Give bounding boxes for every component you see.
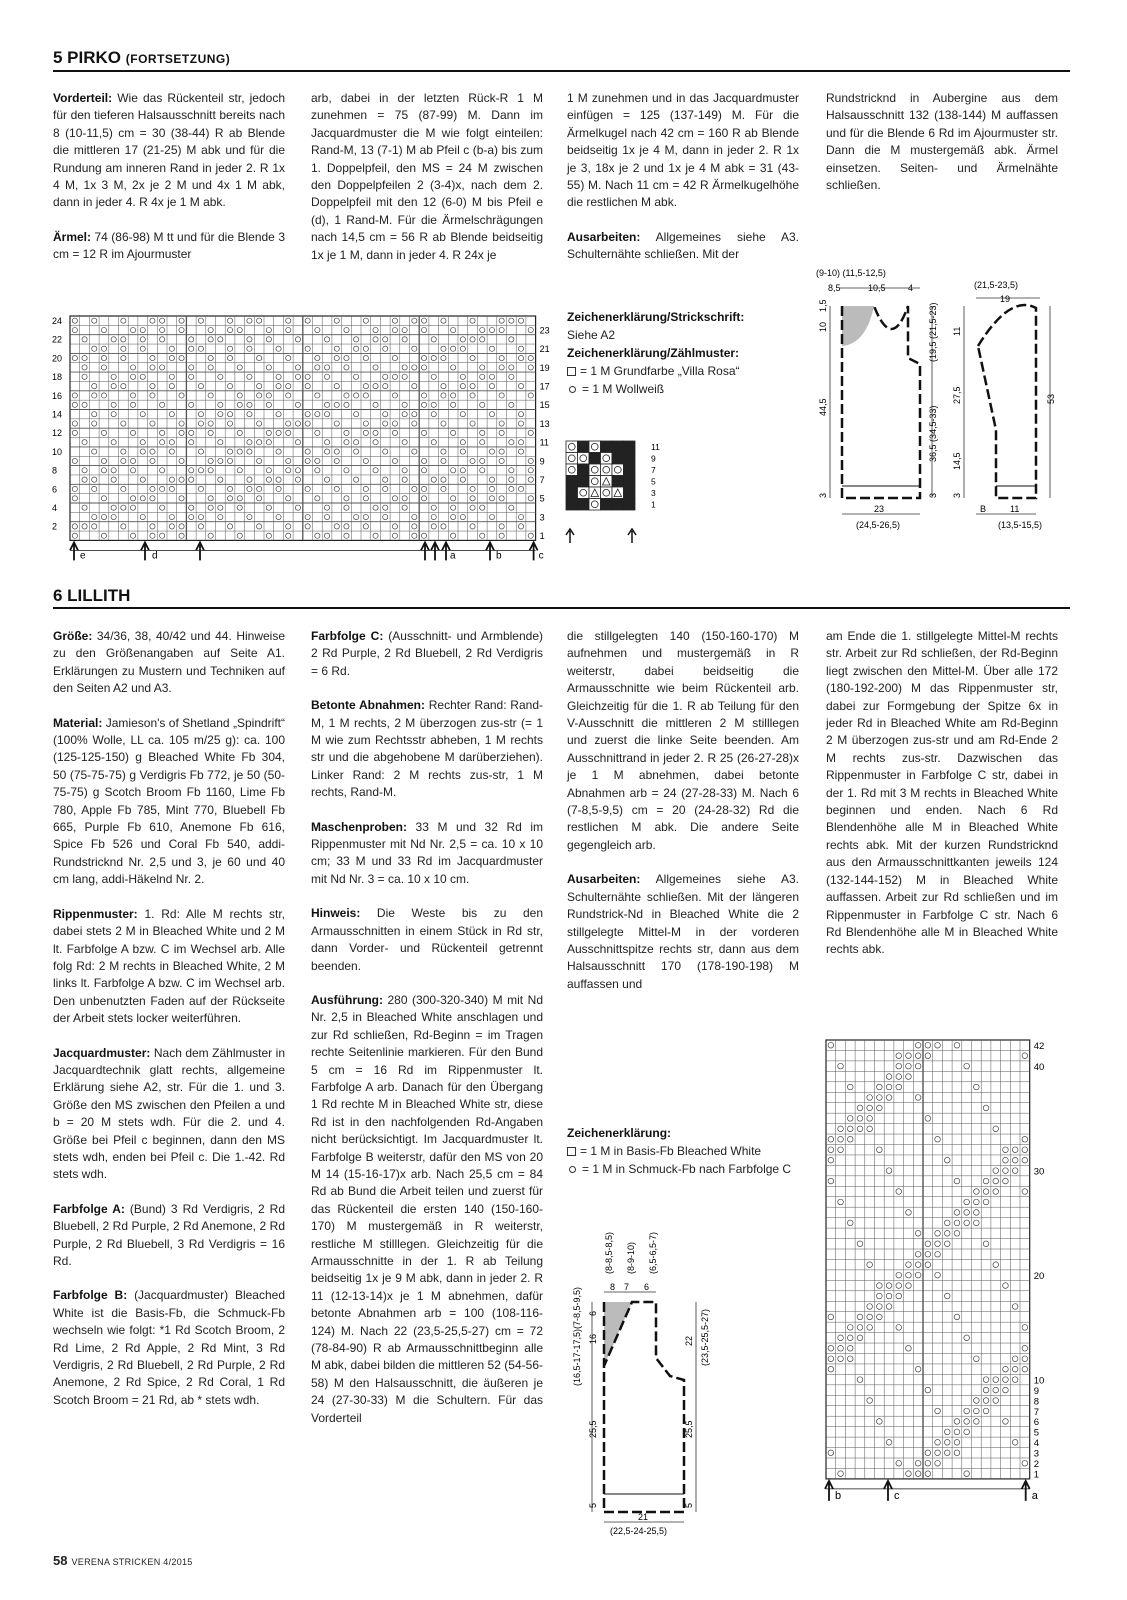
magazine-name: VERENA STRICKEN 4/2015 (71, 1557, 193, 1567)
dimension-label: 44,5 (818, 398, 828, 416)
dimension-label: 8 (610, 1282, 616, 1292)
arrow-label: e (80, 550, 86, 562)
row-label: 42 (1033, 1041, 1045, 1052)
arrow-label: a (1031, 1489, 1038, 1502)
dimension-label: (6,5-6,5-7) (648, 1231, 658, 1274)
row-label: 6 (1033, 1417, 1039, 1429)
paragraph: Rundstricknd in Aubergine aus dem Halsausschnitt 132 (138-144) M auffassen und für die Blende 6 Rd im Ajourmuster str. Dann die M mustergemäß abk. Ärmel einsetzen. Seiten- und Ärmelnähte schließen. (826, 91, 1058, 193)
dimension-label: 3 (818, 492, 828, 498)
dimension-label: 3 (952, 492, 962, 498)
pirko-column-3 (567, 90, 799, 281)
dimension-label: 10,5 (868, 283, 886, 293)
chart-grid (566, 441, 635, 510)
dimension-label: 5 (588, 1502, 598, 1508)
dimension-label: 1,5 (818, 299, 828, 312)
pirko-small-chart (560, 435, 670, 545)
pirko-column-4 (826, 90, 1058, 211)
dimension-label: (22,5-24-25,5) (610, 1526, 668, 1536)
row-label: 2 (52, 521, 58, 532)
pirko-legend (567, 308, 807, 398)
section-title-lillith: 6 LILLITH (53, 586, 1070, 609)
row-label: 2 (1033, 1459, 1039, 1470)
paragraph: arb, dabei in der letzten Rück-R 1 M zunehmen = 75 (87-99) M. Dann im Jacquardmuster die M wie folgt einteilen: Rand-M, 13 (7-1) M ab Pfeil c (b-a) bis zum 1. Doppelpfeil, den MS = 24 M zwischen den Doppelpfeilen 2 (3-4)x, nach dem 2. Doppelpfeil mit den 12 (6-0) M bis Pfeil e (d), 1 Rand-M. Für die Ärmelschrägungen nach 14,5 cm = 56 R ab Blende beidseitig 1x je 1 M, dann in jeder 4. R 24x je (311, 91, 543, 262)
legend-heading: Zeichenerklärung/Zählmuster: (567, 346, 740, 360)
dimension-label: 11 (952, 326, 962, 336)
legend-item: = 1 M Grundfarbe „Villa Rosa“ (567, 362, 807, 380)
dimension-label: 8,5 (828, 283, 841, 293)
row-label: 10 (1033, 1375, 1045, 1387)
lillith-column-1 (53, 628, 285, 1426)
row-label: 9 (651, 453, 656, 464)
dimension-label: 4 (908, 283, 914, 293)
arrow-up-icon (825, 1481, 833, 1501)
legend-item: = 1 M in Schmuck-Fb nach Farbfolge C (567, 1160, 807, 1178)
dimension-label: 23 (874, 504, 885, 514)
dimension-label: 27,5 (952, 386, 962, 404)
row-label: 11 (651, 442, 660, 452)
circle-icon (569, 386, 576, 393)
arrow-up-icon (196, 542, 204, 560)
lillith-column-2 (311, 628, 543, 1444)
dimension-label: (9-10) (11,5-12,5) (816, 268, 886, 278)
paragraph: die stillgelegten 140 (150-160-170) M aufnehmen und mustergemäß in R weiterstr, dabei beidseitig die Armausschnitte wie beim Rückenteil arb. Gleichzeitig für die 1. R ab Teilung für den V-Ausschnitt die mittleren 2 M stilllegen und zuerst die linke Seite beenden. Am Ausschnittrand in jeder 2. R 25 (26-27-28)x je 1 M abnehmen, dabei betonte Abnahmen arb = 24 (27-28-33) M. Nach 6 (7-8,5-9,5) cm = 20 (24-28-32) Rd die restlichen M abk. Die andere Seite gegengleich arb. (567, 629, 799, 852)
square-icon (567, 1147, 576, 1156)
dimension-label: 7 (624, 1282, 630, 1292)
row-label: 3 (539, 512, 545, 523)
dimension-label: 6 (588, 1310, 598, 1316)
dimension-label: 25,5 (588, 1420, 598, 1438)
dimension-label: 22 (684, 1335, 694, 1346)
arrow-up-icon (884, 1481, 892, 1501)
dimension-label: 36,5 (34,5-33) (928, 405, 938, 462)
row-labels-right (540, 325, 550, 541)
arrow-up-icon (141, 542, 149, 560)
paragraph: Ausarbeiten: Allgemeines siehe A3. Schulternähte schließen. Mit der längeren Rundstrick-Nd in Bleached White die 2 stillgelegte Mittel-M in der vorderen Ausschnittspitze rechts str, dann aus dem Halsausschnitt 170 (178-190-198) M auffassen und (567, 872, 799, 991)
arrow-up-icon (442, 542, 450, 560)
row-label: 8 (1033, 1396, 1039, 1408)
paragraph: Größe: 34/36, 38, 40/42 und 44. Hinweise zu den Größenangaben auf Seite A1. Erklärungen zu Mustern und Techniken auf den Seiten A2 und A3. (53, 629, 285, 696)
dimension-label: 3 (928, 492, 938, 498)
neckline-shading (842, 306, 874, 346)
square-icon (567, 367, 576, 376)
row-label: 9 (1033, 1385, 1039, 1397)
arrow-up-icon (1022, 1481, 1030, 1501)
row-label: 4 (1033, 1438, 1039, 1450)
row-label: 1 (651, 499, 656, 510)
arrow-up-icon (628, 529, 636, 543)
paragraph: Farbfolge B: (Jacquardmuster) Bleached White ist die Basis-Fb, die Schmuck-Fb wechseln wie folgt: *1 Rd Scotch Broom, 2 Rd Lime, 2 Rd Apple, 2 Rd Mint, 3 Rd Verdigris, 2 Rd Bluebell, 2 Rd Purple, 2 Rd Anemone, 2 Rd Spice, 2 Rd Coral, 1 Rd Scotch Broom = 21 Rd, ab * stets wdh. (53, 1288, 285, 1407)
paragraph: Hinweis: Die Weste bis zu den Armausschnitten in einem Stück in Rd str, dann Vorder- und Rückenteil getrennt beenden. (311, 906, 543, 973)
row-label: 18 (52, 372, 63, 383)
dimension-label: (21,5-23,5) (974, 280, 1019, 290)
row-label: 12 (52, 428, 63, 439)
paragraph: Ärmel: 74 (86-98) M tt und für die Blende 3 cm = 12 R im Ajourmuster (53, 229, 285, 262)
legend-text: Siehe A2 (567, 328, 616, 342)
row-label: 40 (1033, 1061, 1045, 1073)
row-label: 10 (52, 446, 63, 457)
dimension-label: 25,5 (684, 1420, 694, 1438)
arrow-label: d (152, 550, 158, 562)
lillith-legend (567, 1124, 807, 1178)
paragraph: Maschenproben: 33 M und 32 Rd im Rippenmuster mit Nd Nr. 2,5 = ca. 10 x 10 cm; 33 M und 33 Rd im Jacquardmuster mit Nd Nr. 3 = ca. 10 x 10 cm. (311, 819, 543, 886)
row-label: 3 (1033, 1448, 1039, 1460)
row-label: 7 (539, 474, 545, 485)
lillith-schematic (566, 1216, 726, 1536)
lillith-column-3 (567, 628, 799, 1010)
arrow-up-icon (431, 542, 439, 560)
paragraph: Betonte Abnahmen: Rechter Rand: Rand-M, 1 M rechts, 2 M überzogen zus-str (= 1 M wie zum Rechtsstr abheben, 1 M rechts str und die abgehobene M darüberziehen). Linker Rand: 2 M rechts zus-str, 1 M rechts, Rand-M. (311, 698, 543, 800)
row-label: 3 (651, 488, 656, 498)
pirko-schematic-sleeve (950, 280, 1060, 546)
row-label: 7 (651, 465, 656, 475)
row-label: 11 (539, 437, 549, 448)
arrow-label: b (496, 550, 502, 562)
row-label: 1 (1033, 1469, 1039, 1481)
row-label: 30 (1033, 1166, 1045, 1178)
dimension-label: (24,5-26,5) (856, 520, 901, 530)
arrow-up-icon (566, 529, 574, 543)
row-label: 21 (539, 344, 550, 355)
paragraph: Farbfolge A: (Bund) 3 Rd Verdigris, 2 Rd Bluebell, 2 Rd Purple, 2 Rd Anemone, 2 Rd Purple, 2 Rd Bluebell, 3 Rd Verdigris = 16 Rd. (53, 1201, 285, 1268)
chart-grid (826, 1040, 1030, 1479)
legend-heading: Zeichenerklärung/Strickschrift: (567, 310, 745, 324)
dimension-label: (13,5-15,5) (998, 520, 1043, 530)
paragraph: Ausarbeiten: Allgemeines siehe A3. Schulternähte schließen. Mit der (567, 229, 799, 262)
pirko-column-1 (53, 90, 285, 281)
row-label: 7 (1033, 1406, 1039, 1418)
paragraph: Ausführung: 280 (300-320-340) M mit Nd Nr. 2,5 in Bleached White anschlagen und zur Rd schließen, Rd-Beginn = im Tragen rechte Seitenlinie markieren. Für den Bund 5 cm = 16 Rd im Rippenmuster lt. Farbfolge A arb. Danach für den Übergang 1 Rd rechte M in Bleached White str, diese Rd ist in den nachfolgenden Rd-Angaben nicht berücksichtigt. Im Jacquardmuster lt. Farbfolge B weiterstr, dafür den MS von 20 M 14 (15-16-17)x arb. Nach 25,5 cm = 84 Rd ab Bund die Arbeit teilen und zuerst für das Rückenteil die ersten 140 (150-160-170) M mustergemäß in R weiterstr, restliche M stilllegen. Gleichzeitig für die Armausschnitte in der 1. R ab Teilung beidseitig 1x je 9 M abk, dann in jeder 2. R 11 (12-13-14)x je 1 M abnehmen, dafür betonte Abnahmen arb = 100 (108-116-124) M. Nach 22 (23,5-25,5-27) cm = 72 (78-84-90) R ab Armausschnittbeginn alle M abk, dabei bilden die mittleren 52 (54-56-58) M den Halsausschnitt, die äußeren je 24 (27-30-33) M die Schultern. Für das Vorderteil (311, 992, 543, 1425)
dimension-label: 21 (638, 1512, 649, 1522)
arrow-label: c (538, 550, 544, 562)
row-label: 5 (651, 476, 656, 487)
page-footer (53, 1552, 193, 1571)
dimension-label: B (980, 504, 987, 514)
row-labels-left (52, 316, 62, 532)
arrow-label: a (450, 550, 456, 562)
dimension-label: (8-9-10) (626, 1241, 636, 1274)
dimension-label: 11 (1010, 504, 1020, 514)
row-label: 16 (52, 390, 63, 401)
legend-item: = 1 M in Basis-Fb Bleached White (567, 1142, 807, 1160)
dimension-label: 53 (1046, 393, 1056, 404)
row-label: 23 (539, 325, 550, 336)
legend-heading: Zeichenerklärung: (567, 1126, 672, 1140)
circle-icon (569, 1166, 576, 1173)
arrow-up-icon (70, 542, 78, 560)
dimension-label: 6 (644, 1282, 650, 1292)
row-label: 4 (52, 503, 58, 513)
row-labels-right (1034, 1041, 1045, 1480)
paragraph: 1 M zunehmen und in das Jacquardmuster einfügen = 125 (137-149) M. Für die Ärmelkugel nach 42 cm = 160 R ab Blende beidseitig 1x je 4 M, dann in jeder 2. R 1x je 3, 18x je 2 und 1x je 4 M abk = 31 (43-55) M. Nach 11 cm = 42 R Ärmelkugelhöhe die restlichen M abk. (567, 91, 799, 210)
paragraph: Rippenmuster: 1. Rd: Alle M rechts str, dabei stets 2 M in Bleached White und 2 M lt. Farbfolge A bzw. C im Wechsel arb. Alle folg Rd: 2 M rechts in Bleached White, 2 M links lt. Farbfolge A bzw. C im Wechsel arb. Den unbenutzten Faden auf der Rückseite der Arbeit stets locker weiterführen. (53, 906, 285, 1026)
dimension-label: 5 (684, 1502, 694, 1508)
section-subtitle: (FORTSETZUNG) (125, 52, 231, 66)
row-label: 24 (52, 316, 63, 326)
row-label: 17 (539, 381, 550, 392)
page-number: 58 (53, 1553, 68, 1568)
row-label: 1 (539, 531, 545, 542)
dimension-label: 10 (818, 321, 828, 332)
dimension-label: (16,5-17-17,5)(7-8,5-9,5) (572, 1286, 582, 1386)
dimension-label: 19 (1000, 294, 1011, 304)
chart-arrows (70, 542, 544, 561)
pirko-schematic-body (808, 266, 948, 546)
paragraph: Jacquardmuster: Nach dem Zählmuster in Jacquardtechnik glatt rechts, allgemeine Erklärung siehe A2, str. Für die 1. und 3. Größe den MS zwischen den Pfeilen a und b = 20 M stets wdh. Für die 2. und 4. Größe bei Pfeil c beginnen, dann den MS stets wdh, enden bei Pfeil c. Die 1.-42. Rd stets wdh. (53, 1045, 285, 1182)
dimension-label: (23,5-25,5-27) (700, 1308, 710, 1366)
paragraph: am Ende die 1. stillgelegte Mittel-M rechts str. Arbeit zur Rd schließen, der Rd-Beginn liegt zwischen den Mittel-M. Über alle 172 (180-192-200) M das Rippenmuster str, dabei zur Formgebung der Spitze 6x in jeder Rd in Bleached White am Rd-Beginn 2 M überzogen zus-str und am Rd-Ende 2 M rechts zus-str. Dazwischen das Rippenmuster in Farbfolge C str, dabei in der 1. Rd mit 3 M rechts in Bleached White beginnen und enden. Nach 6 Rd Blendenhöhe alle M in Bleached White rechts abk. Mit der kurzen Rundstricknd aus den Armausschnittkanten jeweils 124 (132-144-152) M in Bleached White auffassen. Arbeit zur Rd schließen und im Rippenmuster in Farbfolge C str. Nach 6 Rd Blendenhöhe alle M in Bleached White rechts abk. (826, 629, 1058, 957)
section-title-pirko: 5 PIRKO (FORTSETZUNG) (53, 48, 1070, 72)
arrow-label: c (894, 1489, 900, 1502)
lillith-jacquard-chart (818, 1036, 1058, 1528)
paragraph: Farbfolge C: (Ausschnitt- und Armblende) 2 Rd Purple, 2 Rd Bluebell, 2 Rd Verdigris = 6 Rd. (311, 629, 543, 678)
pirko-column-2 (311, 90, 543, 281)
arrow-up-icon (486, 542, 494, 560)
row-label: 15 (539, 400, 550, 411)
arrow-label: b (835, 1489, 842, 1502)
row-label: 20 (1033, 1270, 1045, 1282)
chart-arrows (825, 1481, 1039, 1502)
legend-item: = 1 M Wollweiß (567, 380, 807, 398)
row-label: 6 (52, 484, 58, 495)
dimension-label: (19,5 (21,5-23) (928, 302, 938, 362)
row-label: 5 (1033, 1427, 1039, 1439)
sleeve-outline (978, 305, 1036, 498)
paragraph: Material: Jamieson's of Shetland „Spindrift“ (100% Wolle, LL ca. 105 m/25 g): ca. 100 (125-125-150) g Bleached White Fb 304, 50 (75-75-75) g Verdigris Fb 772, je 50 (50-75-75) g Scotch Broom Fb 1160, Lime Fb 780, Apple Fb 785, Mint 770, Bluebell Fb 665, Purple Fb 610, Anemone Fb 616, Spice Fb 526 und Coral Fb 540, addi-Rundstricknd Nr. 2,5 und 3, je 60 und 40 cm lang, addi-Häkelnd Nr. 2. (53, 715, 285, 887)
dimension-label: 16 (588, 1333, 598, 1344)
arrow-up-icon (530, 542, 538, 560)
row-label: 9 (539, 456, 545, 467)
dimension-label: (8-8,5-8,5) (604, 1231, 614, 1274)
dimension-label: 14,5 (952, 452, 962, 470)
row-label: 22 (52, 334, 63, 345)
row-label: 5 (539, 493, 545, 504)
row-label: 19 (539, 362, 550, 373)
row-label: 14 (52, 409, 63, 420)
row-label: 20 (52, 353, 63, 364)
pirko-jacquard-chart (50, 310, 550, 568)
paragraph: Vorderteil: Wie das Rückenteil str, jedoch für den tieferen Halsausschnitt bereits nach 8 (10-11,5) cm = 30 (38-44) R ab Blende die mittleren 17 (21-25) M abk und für die Rundung am inneren Rand in jeder 2. R 1x 4 M, 1x 3 M, 2x je 2 M und 4x 1 M abk, dann in jeder 4. R 4x je 1 M abk. (53, 91, 285, 210)
row-label: 13 (539, 418, 550, 429)
row-labels (651, 442, 660, 510)
arrow-up-icon (421, 542, 429, 560)
lillith-column-4 (826, 628, 1058, 976)
row-label: 8 (52, 465, 58, 476)
chart-grid (70, 316, 536, 540)
